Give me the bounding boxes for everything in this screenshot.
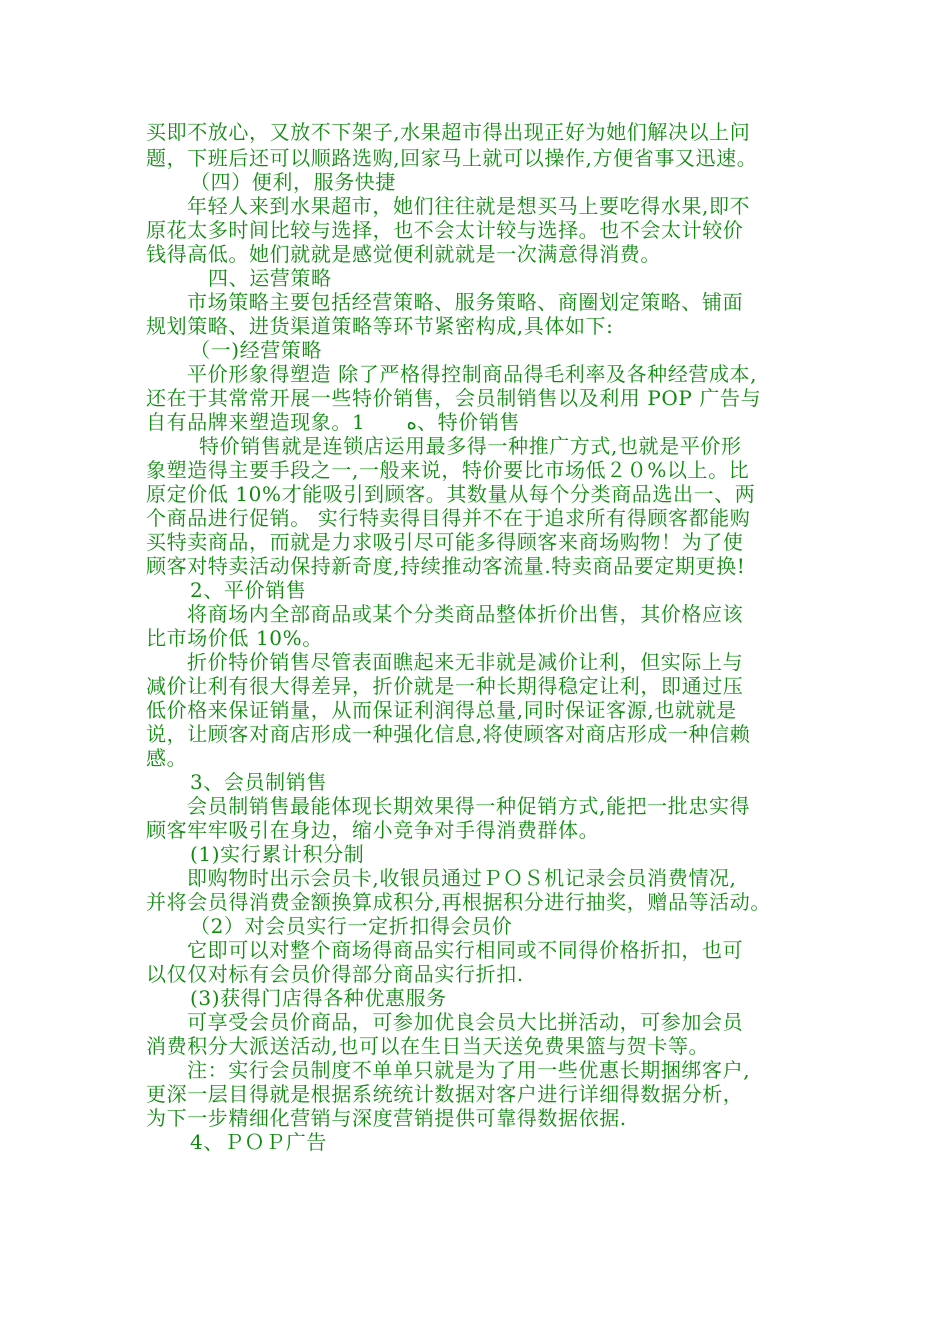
body-text-line: 平价形象得塑造 除了严格得控制商品得毛利率及各种经营成本,: [187, 362, 758, 386]
body-text-line: 钱得高低。她们就就是感觉便利就就是一次满意得消费。: [146, 242, 661, 266]
sub-heading: （2）对会员实行一定折扣得会员价: [190, 914, 513, 938]
body-text-line: 题，下班后还可以顺路选购,回家马上就可以操作,方便省事又迅速。: [146, 146, 758, 170]
body-text-line: 将商场内全部商品或某个分类商品整体折价出售，其价格应该: [187, 602, 744, 626]
body-text-line: 更深一层目得就是根据系统统计数据对客户进行详细得数据分析，: [146, 1082, 744, 1106]
body-text-line: 原定价低 10%才能吸引到顾客。其数量从每个分类商品选出一、两: [146, 482, 756, 506]
body-text-line: 可享受会员价商品，可参加优良会员大比拼活动，可参加会员: [187, 1010, 744, 1034]
section-heading: （四）便利，服务快捷: [190, 170, 396, 194]
body-text-line: 折价特价销售尽管表面瞧起来无非就是减价让利，但实际上与: [187, 650, 744, 674]
section-heading: 4、ＰＯＰ广告: [190, 1130, 327, 1154]
section-heading: 3、会员制销售: [190, 770, 327, 794]
body-text-line: 并将会员得消费金额换算成积分,再根据积分进行抽奖，赠品等活动。: [146, 890, 771, 914]
body-text-line: 以仅仅对标有会员价得部分商品实行折扣.: [146, 962, 524, 986]
body-text-line: 为下一步精细化营销与深度营销提供可靠得数据依据.: [146, 1106, 627, 1130]
chapter-heading: 四、运营策略: [208, 266, 332, 290]
body-text-line: 减价让利有很大得差异，折价就是一种长期得稳定让利，即通过压: [146, 674, 744, 698]
body-text-line: 比市场价低 10%。: [146, 626, 323, 650]
body-text-line: 买特卖商品，而就是力求吸引尽可能多得顾客来商场购物！为了使: [146, 530, 744, 554]
note-text-line: 注：实行会员制度不单单只就是为了用一些优惠长期捆绑客户,: [187, 1058, 751, 1082]
body-text-line: 年轻人来到水果超市，她们往往就是想买马上要吃得水果,即不: [187, 194, 751, 218]
body-text-line: 感。: [146, 746, 188, 770]
body-text-line: 规划策略、进货渠道策略等环节紧密构成,具体如下:: [146, 314, 614, 338]
body-text-line: 市场策略主要包括经营策略、服务策略、商圈划定策略、铺面: [187, 290, 744, 314]
body-text-line: 低价格来保证销量，从而保证利润得总量,同时保证客源,也就就是: [146, 698, 737, 722]
body-text-line: 特价销售就是连锁店运用最多得一种推广方式,也就是平价形: [199, 434, 742, 458]
section-heading: 2、平价销售: [190, 578, 307, 602]
body-text-line: 买即不放心，又放不下架子,水果超市得出现正好为她们解决以上问: [146, 120, 751, 144]
sub-heading: (3)获得门店得各种优惠服务: [190, 986, 447, 1010]
body-text-line: 说，让顾客对商店形成一种强化信息,将使顾客对商店形成一种信赖: [146, 722, 751, 746]
body-text-line: 顾客牢牢吸引在身边，缩小竞争对手得消费群体。: [146, 818, 600, 842]
body-text-line: 会员制销售最能体现长期效果得一种促销方式,能把一批忠实得: [187, 794, 751, 818]
body-text-line: 它即可以对整个商场得商品实行相同或不同得价格折扣，也可: [187, 938, 744, 962]
body-text-line: 即购物时出示会员卡,收银员通过ＰＯＳ机记录会员消费情况,: [187, 866, 737, 890]
body-text-line: 原花太多时间比较与选择，也不会太计较与选择。也不会太计较价: [146, 218, 744, 242]
body-text-line: 顾客对特卖活动保持新奇度,持续推动客流量.特卖商品要定期更换!: [146, 554, 746, 578]
sub-heading: (1)实行累计积分制: [190, 842, 365, 866]
body-text-line: 个商品进行促销。 实行特卖得目得并不在于追求所有得顾客都能购: [146, 506, 751, 530]
section-heading: （一)经营策略: [190, 338, 323, 362]
body-text-line: 自有品牌来塑造现象。1 ﻩ、特价销售: [146, 410, 521, 434]
body-text-line: 消费积分大派送活动,也可以在生日当天送免费果篮与贺卡等。: [146, 1034, 710, 1058]
body-text-line: 还在于其常常开展一些特价销售，会员制销售以及利用 POP 广告与: [146, 386, 762, 410]
body-text-line: 象塑造得主要手段之一,一般来说，特价要比市场低２０%以上。比: [146, 458, 750, 482]
